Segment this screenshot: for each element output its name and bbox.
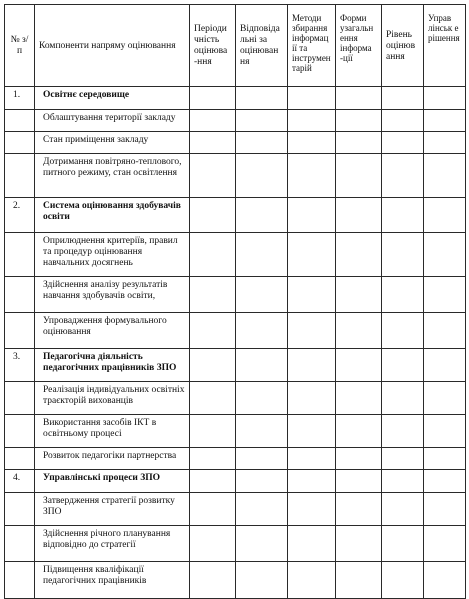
cell-level (382, 470, 424, 493)
cell-methods (288, 132, 336, 154)
cell-level (382, 415, 424, 448)
cell-forms (336, 110, 382, 132)
cell-responsible (236, 110, 288, 132)
cell-methods (288, 448, 336, 470)
cell-decisions (424, 382, 466, 415)
cell-responsible (236, 415, 288, 448)
cell-methods (288, 87, 336, 110)
row-num (5, 493, 35, 526)
cell-forms (336, 526, 382, 562)
row-component: Здійснення аналізу результатів навчання здобувачів освіти, (35, 277, 190, 313)
cell-responsible (236, 562, 288, 599)
cell-periodicity (190, 493, 236, 526)
cell-forms (336, 415, 382, 448)
cell-level (382, 277, 424, 313)
cell-periodicity (190, 526, 236, 562)
row-component: Стан приміщення закладу (35, 132, 190, 154)
table-row (5, 382, 466, 415)
table-row (5, 493, 466, 526)
row-component: Використання засобів ІКТ в освітньому процесі (35, 415, 190, 448)
cell-periodicity (190, 87, 236, 110)
row-num: 4. (5, 470, 35, 493)
row-num (5, 313, 35, 349)
table-row (5, 233, 466, 277)
cell-level (382, 233, 424, 277)
cell-decisions (424, 87, 466, 110)
cell-responsible (236, 277, 288, 313)
cell-level (382, 382, 424, 415)
cell-responsible (236, 233, 288, 277)
row-num (5, 382, 35, 415)
row-num: 2. (5, 198, 35, 233)
cell-forms (336, 132, 382, 154)
row-num (5, 415, 35, 448)
assessment-table (4, 4, 466, 599)
row-num (5, 110, 35, 132)
header-periodicity: Періоди чність оцінюва -ння (190, 5, 236, 87)
cell-decisions (424, 198, 466, 233)
cell-level (382, 448, 424, 470)
cell-forms (336, 493, 382, 526)
row-num: 3. (5, 349, 35, 382)
cell-responsible (236, 349, 288, 382)
table-row (5, 87, 466, 110)
cell-forms (336, 349, 382, 382)
cell-periodicity (190, 233, 236, 277)
table-row (5, 154, 466, 198)
cell-forms (336, 154, 382, 198)
row-num (5, 154, 35, 198)
row-num (5, 526, 35, 562)
table-row (5, 349, 466, 382)
cell-decisions (424, 562, 466, 599)
cell-level (382, 313, 424, 349)
cell-methods (288, 493, 336, 526)
cell-periodicity (190, 132, 236, 154)
cell-forms (336, 470, 382, 493)
cell-methods (288, 313, 336, 349)
row-component: Облаштування території закладу (35, 110, 190, 132)
cell-level (382, 349, 424, 382)
row-component: Упровадження формувального оцінювання (35, 313, 190, 349)
cell-responsible (236, 448, 288, 470)
cell-periodicity (190, 277, 236, 313)
cell-forms (336, 277, 382, 313)
cell-periodicity (190, 382, 236, 415)
cell-decisions (424, 277, 466, 313)
cell-methods (288, 154, 336, 198)
cell-periodicity (190, 415, 236, 448)
cell-responsible (236, 470, 288, 493)
cell-methods (288, 470, 336, 493)
cell-decisions (424, 154, 466, 198)
row-component: Підвищення кваліфікації педагогічних працівників (35, 562, 190, 599)
header-decisions: Управ лінськ е рішення (424, 5, 466, 87)
table-row (5, 526, 466, 562)
cell-periodicity (190, 154, 236, 198)
cell-level (382, 110, 424, 132)
cell-level (382, 87, 424, 110)
row-component: Розвиток педагогіки партнерства (35, 448, 190, 470)
table-row (5, 562, 466, 599)
table-row (5, 110, 466, 132)
cell-responsible (236, 132, 288, 154)
row-component: Оприлюднення критеріїв, правил та процедур оцінювання навчальних досягнень (35, 233, 190, 277)
cell-decisions (424, 132, 466, 154)
table-row (5, 198, 466, 233)
table-row (5, 470, 466, 493)
row-component: Педагогічна діяльність педагогічних працівників ЗПО (35, 349, 190, 382)
cell-periodicity (190, 110, 236, 132)
cell-responsible (236, 154, 288, 198)
cell-level (382, 562, 424, 599)
header-responsible: Відповіда льні за оцінюван ня (236, 5, 288, 87)
cell-periodicity (190, 562, 236, 599)
cell-forms (336, 87, 382, 110)
table-row (5, 415, 466, 448)
row-num (5, 233, 35, 277)
cell-decisions (424, 448, 466, 470)
cell-periodicity (190, 313, 236, 349)
cell-responsible (236, 313, 288, 349)
table-row (5, 313, 466, 349)
cell-forms (336, 562, 382, 599)
cell-methods (288, 233, 336, 277)
cell-decisions (424, 470, 466, 493)
cell-decisions (424, 493, 466, 526)
row-component: Управлінські процеси ЗПО (35, 470, 190, 493)
row-num (5, 448, 35, 470)
cell-forms (336, 313, 382, 349)
cell-decisions (424, 110, 466, 132)
header-methods: Методи збирання інформац ії та інструмен тарій (288, 5, 336, 87)
cell-forms (336, 198, 382, 233)
cell-periodicity (190, 470, 236, 493)
table-row (5, 132, 466, 154)
table-row (5, 277, 466, 313)
cell-methods (288, 110, 336, 132)
row-num (5, 132, 35, 154)
table-header-row (5, 5, 466, 87)
cell-level (382, 198, 424, 233)
cell-level (382, 132, 424, 154)
cell-level (382, 493, 424, 526)
row-component: Система оцінювання здобувачів освіти (35, 198, 190, 233)
row-component: Дотримання повітряно-теплового, питного режиму, стан освітлення (35, 154, 190, 198)
cell-methods (288, 277, 336, 313)
cell-decisions (424, 349, 466, 382)
cell-periodicity (190, 349, 236, 382)
cell-forms (336, 382, 382, 415)
cell-periodicity (190, 448, 236, 470)
cell-methods (288, 349, 336, 382)
cell-forms (336, 448, 382, 470)
cell-level (382, 526, 424, 562)
row-component: Реалізація індивідуальних освітніх траєкторій вихованців (35, 382, 190, 415)
cell-methods (288, 415, 336, 448)
cell-decisions (424, 313, 466, 349)
cell-periodicity (190, 198, 236, 233)
header-forms: Форми узагальн ення інформа -ції (336, 5, 382, 87)
cell-methods (288, 198, 336, 233)
table-row (5, 448, 466, 470)
row-component: Затвердження стратегії розвитку ЗПО (35, 493, 190, 526)
cell-responsible (236, 382, 288, 415)
cell-methods (288, 526, 336, 562)
cell-decisions (424, 415, 466, 448)
cell-methods (288, 562, 336, 599)
row-num (5, 277, 35, 313)
row-num: 1. (5, 87, 35, 110)
header-component: Компоненти напряму оцінювання (35, 5, 190, 87)
cell-responsible (236, 526, 288, 562)
row-component: Здійснення річного планування відповідно до стратегії (35, 526, 190, 562)
cell-decisions (424, 526, 466, 562)
header-level: Рівень оцінюв ання (382, 5, 424, 87)
row-component: Освітнє середовище (35, 87, 190, 110)
cell-forms (336, 233, 382, 277)
cell-responsible (236, 493, 288, 526)
cell-decisions (424, 233, 466, 277)
header-num: № з/п (5, 5, 35, 87)
row-num (5, 562, 35, 599)
cell-level (382, 154, 424, 198)
cell-responsible (236, 198, 288, 233)
cell-responsible (236, 87, 288, 110)
cell-methods (288, 382, 336, 415)
